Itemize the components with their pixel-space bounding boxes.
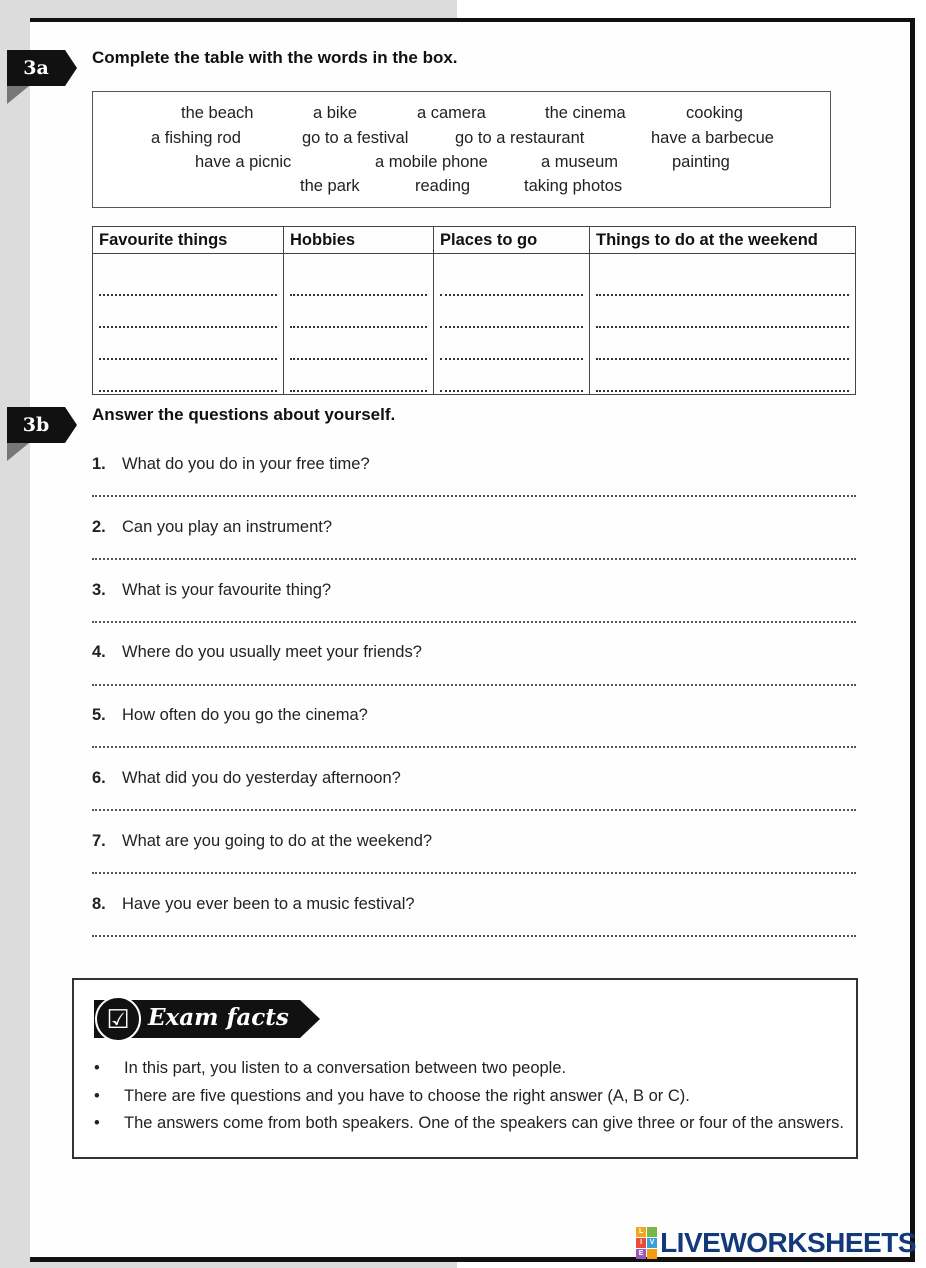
word-item: the cinema bbox=[545, 104, 626, 122]
question-number: 4. bbox=[92, 643, 106, 661]
question-number: 7. bbox=[92, 832, 106, 850]
answer-blank[interactable] bbox=[290, 362, 427, 392]
word-item: painting bbox=[672, 153, 730, 171]
word-item: a bike bbox=[313, 104, 358, 122]
word-item: cooking bbox=[686, 104, 743, 122]
bullet-icon: • bbox=[94, 1087, 100, 1105]
logo-block bbox=[647, 1227, 657, 1237]
answer-blank[interactable] bbox=[440, 298, 583, 328]
question-text: Can you play an instrument? bbox=[122, 518, 333, 536]
word-item: taking photos bbox=[524, 177, 623, 195]
logo-block bbox=[647, 1249, 657, 1259]
question-5 bbox=[92, 706, 368, 725]
header-hobbies: Hobbies bbox=[284, 227, 434, 254]
word-item: the beach bbox=[181, 104, 254, 122]
exam-fact-text: In this part, you listen to a conversation between two people. bbox=[124, 1059, 567, 1077]
table-answer-row bbox=[93, 254, 856, 395]
question-text: What is your favourite thing? bbox=[122, 581, 332, 599]
bullet-icon: • bbox=[94, 1059, 100, 1077]
answer-blank[interactable] bbox=[596, 330, 849, 360]
question-text: Have you ever been to a music festival? bbox=[122, 895, 415, 913]
exam-facts-title: Exam facts bbox=[148, 1004, 289, 1031]
section-tag-3a: 3a bbox=[7, 50, 65, 86]
categories-table bbox=[92, 226, 856, 395]
instruction-3a: Complete the table with the words in the box. bbox=[92, 48, 458, 67]
answer-line-7[interactable] bbox=[92, 872, 856, 874]
header-favourite-things: Favourite things bbox=[93, 227, 284, 254]
logo-block: V bbox=[647, 1238, 657, 1248]
answer-blank[interactable] bbox=[596, 362, 849, 392]
answer-blank[interactable] bbox=[596, 298, 849, 328]
liveworksheets-logo bbox=[636, 1228, 916, 1258]
question-text: What are you going to do at the weekend? bbox=[122, 832, 433, 850]
word-item: go to a restaurant bbox=[455, 129, 585, 147]
question-6 bbox=[92, 769, 401, 788]
checkbox-icon: ☑ bbox=[95, 996, 141, 1042]
question-text: How often do you go the cinema? bbox=[122, 706, 368, 724]
hobbies-cell bbox=[284, 254, 434, 395]
word-item: a fishing rod bbox=[151, 129, 241, 147]
logo-text: LIVEWORKSHEETS bbox=[660, 1227, 916, 1258]
question-text: What do you do in your free time? bbox=[122, 455, 370, 473]
weekend-cell bbox=[590, 254, 856, 395]
section-tag-3b: 3b bbox=[7, 407, 65, 443]
word-item: a camera bbox=[417, 104, 486, 122]
word-item: have a picnic bbox=[195, 153, 292, 171]
word-item: go to a festival bbox=[302, 129, 409, 147]
question-number: 8. bbox=[92, 895, 106, 913]
word-item: reading bbox=[415, 177, 471, 195]
word-item: the park bbox=[300, 177, 360, 195]
answer-blank[interactable] bbox=[596, 266, 849, 296]
tag-shadow bbox=[7, 443, 29, 461]
logo-block: I bbox=[636, 1238, 646, 1248]
exam-fact-item bbox=[94, 1059, 567, 1078]
exam-fact-text: There are five questions and you have to choose the right answer (A, B or C). bbox=[124, 1087, 690, 1105]
question-text: Where do you usually meet your friends? bbox=[122, 643, 422, 661]
answer-blank[interactable] bbox=[440, 266, 583, 296]
answer-line-6[interactable] bbox=[92, 809, 856, 811]
answer-blank[interactable] bbox=[290, 266, 427, 296]
tag-shadow bbox=[7, 86, 29, 104]
exam-fact-item bbox=[94, 1114, 844, 1133]
logo-block: L bbox=[636, 1227, 646, 1237]
answer-line-2[interactable] bbox=[92, 558, 856, 560]
question-1 bbox=[92, 455, 370, 474]
answer-blank[interactable] bbox=[99, 362, 277, 392]
question-number: 5. bbox=[92, 706, 106, 724]
places-cell bbox=[434, 254, 590, 395]
answer-blank[interactable] bbox=[99, 298, 277, 328]
header-weekend-things: Things to do at the weekend bbox=[590, 227, 856, 254]
answer-blank[interactable] bbox=[99, 330, 277, 360]
exam-fact-text: The answers come from both speakers. One of the speakers can give three or four of the answers. bbox=[124, 1114, 844, 1132]
bullet-icon: • bbox=[94, 1114, 100, 1132]
question-3 bbox=[92, 581, 331, 600]
answer-line-1[interactable] bbox=[92, 495, 856, 497]
logo-block: E bbox=[636, 1249, 646, 1259]
question-4 bbox=[92, 643, 422, 662]
answer-line-5[interactable] bbox=[92, 746, 856, 748]
table-header-row bbox=[93, 227, 856, 254]
question-text: What did you do yesterday afternoon? bbox=[122, 769, 401, 787]
answer-line-8[interactable] bbox=[92, 935, 856, 937]
answer-line-3[interactable] bbox=[92, 621, 856, 623]
question-7 bbox=[92, 832, 432, 851]
answer-blank[interactable] bbox=[440, 330, 583, 360]
answer-line-4[interactable] bbox=[92, 684, 856, 686]
word-item: have a barbecue bbox=[651, 129, 774, 147]
answer-blank[interactable] bbox=[440, 362, 583, 392]
word-item: a mobile phone bbox=[375, 153, 488, 171]
question-number: 2. bbox=[92, 518, 106, 536]
favourite-things-cell bbox=[93, 254, 284, 395]
question-number: 6. bbox=[92, 769, 106, 787]
question-number: 3. bbox=[92, 581, 106, 599]
exam-facts-box bbox=[72, 978, 858, 1159]
word-item: a museum bbox=[541, 153, 619, 171]
instruction-3b: Answer the questions about yourself. bbox=[92, 405, 396, 424]
answer-blank[interactable] bbox=[290, 330, 427, 360]
question-8 bbox=[92, 895, 415, 914]
header-places-to-go: Places to go bbox=[434, 227, 590, 254]
exam-fact-item bbox=[94, 1087, 690, 1106]
question-2 bbox=[92, 518, 332, 537]
logo-blocks-icon bbox=[636, 1227, 657, 1259]
question-number: 1. bbox=[92, 455, 106, 473]
answer-blank[interactable] bbox=[290, 298, 427, 328]
answer-blank[interactable] bbox=[99, 266, 277, 296]
word-box bbox=[92, 91, 831, 208]
